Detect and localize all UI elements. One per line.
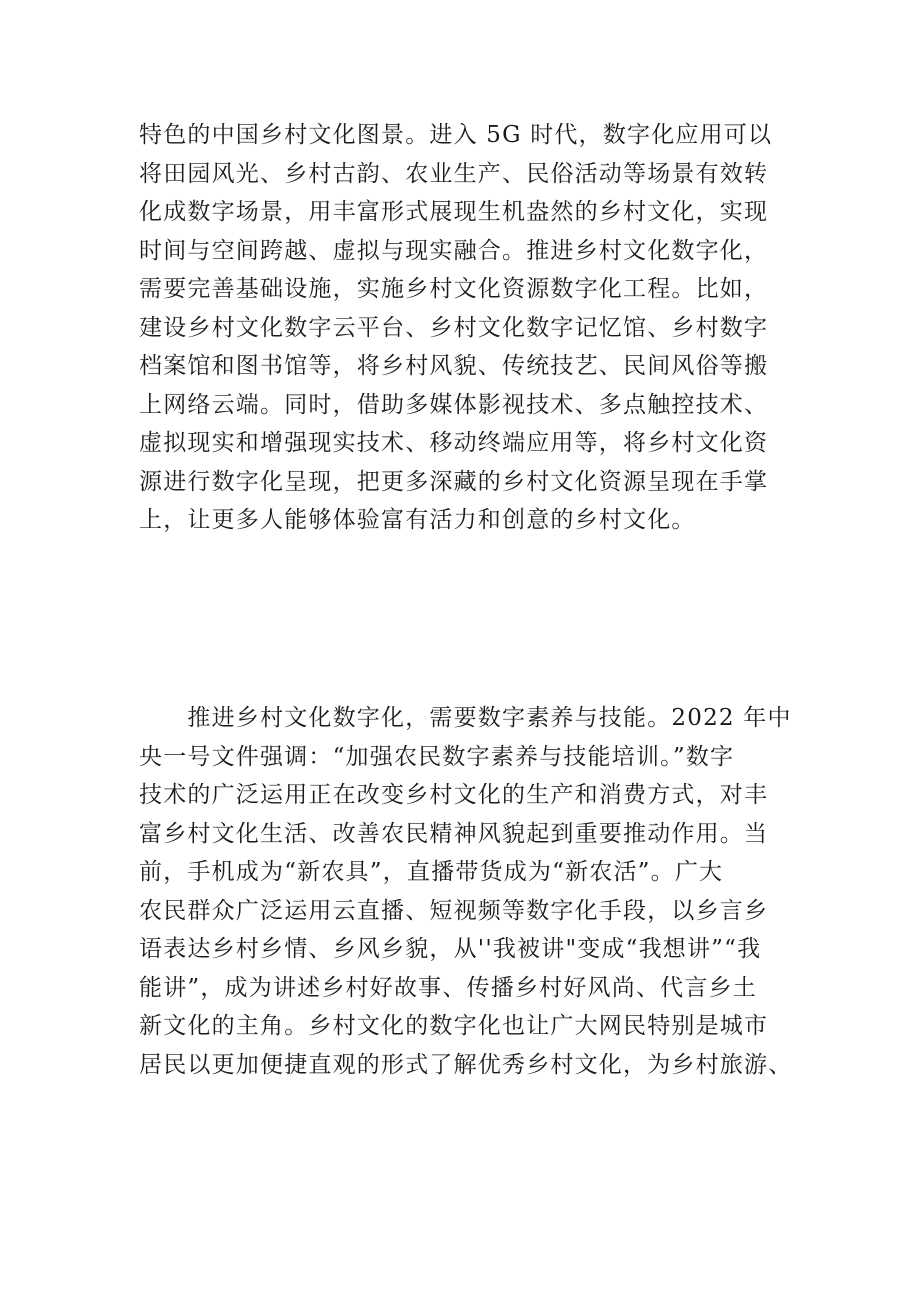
text-line: 央一号文件强调：“加强农民数字素养与技能培训。”数字 — [139, 743, 735, 770]
text-line: 上，让更多人能够体验富有活力和创意的乡村文化。 — [139, 507, 696, 533]
text-line: 富乡村文化生活、改善农民精神风貌起到重要推动作用。当 — [139, 820, 769, 847]
text-line: 源进行数字化呈现，把更多深藏的乡村文化资源呈现在手掌 — [139, 468, 769, 495]
text-line: 新文化的主角。乡村文化的数字化也让广大网民特别是城市 — [139, 1013, 769, 1039]
text-line: 特色的中国乡村文化图景。进入 5G 时代，数字化应用可以 — [139, 122, 773, 148]
text-line: 前，手机成为“新农具”，直播带货成为“新农活”。广大 — [139, 859, 724, 885]
text-line: 时间与空间跨越、虚拟与现实融合。推进乡村文化数字化， — [139, 237, 769, 264]
text-line: 化成数字场景，用丰富形式展现生机盎然的乡村文化，实现 — [139, 199, 769, 225]
text-line: 将田园风光、乡村古韵、农业生产、民俗活动等场景有效转 — [139, 160, 769, 187]
text-line: 虚拟现实和增强现实技术、移动终端应用等，将乡村文化资 — [139, 430, 769, 456]
text-line: 居民以更加便捷直观的形式了解优秀乡村文化，为乡村旅游、 — [139, 1051, 793, 1078]
paragraph-1 — [139, 116, 799, 540]
text-line: 语表达乡村乡情、乡风乡貌，从''我被讲"变成“我想讲”“我 — [139, 936, 762, 962]
text-line: 能讲”，成为讲述乡村好故事、传播乡村好风尚、代言乡土 — [139, 974, 757, 1001]
text-line: 档案馆和图书馆等，将乡村风貌、传统技艺、民间风俗等搬 — [139, 353, 769, 379]
text-line: 农民群众广泛运用云直播、短视频等数字化手段，以乡言乡 — [139, 897, 769, 924]
text-line: 建设乡村文化数字云平台、乡村文化数字记忆馆、乡村数字 — [139, 314, 769, 341]
text-line: 技术的广泛运用正在改变乡村文化的生产和消费方式，对丰 — [139, 782, 769, 808]
text-line: 需要完善基础设施，实施乡村文化资源数字化工程。比如， — [139, 276, 769, 302]
text-line: 上网络云端。同时，借助多媒体影视技术、多点触控技术、 — [139, 391, 769, 418]
paragraph-2 — [139, 699, 799, 1084]
text-line: 推进乡村文化数字化，需要数字素养与技能。2022 年中 — [139, 705, 792, 731]
